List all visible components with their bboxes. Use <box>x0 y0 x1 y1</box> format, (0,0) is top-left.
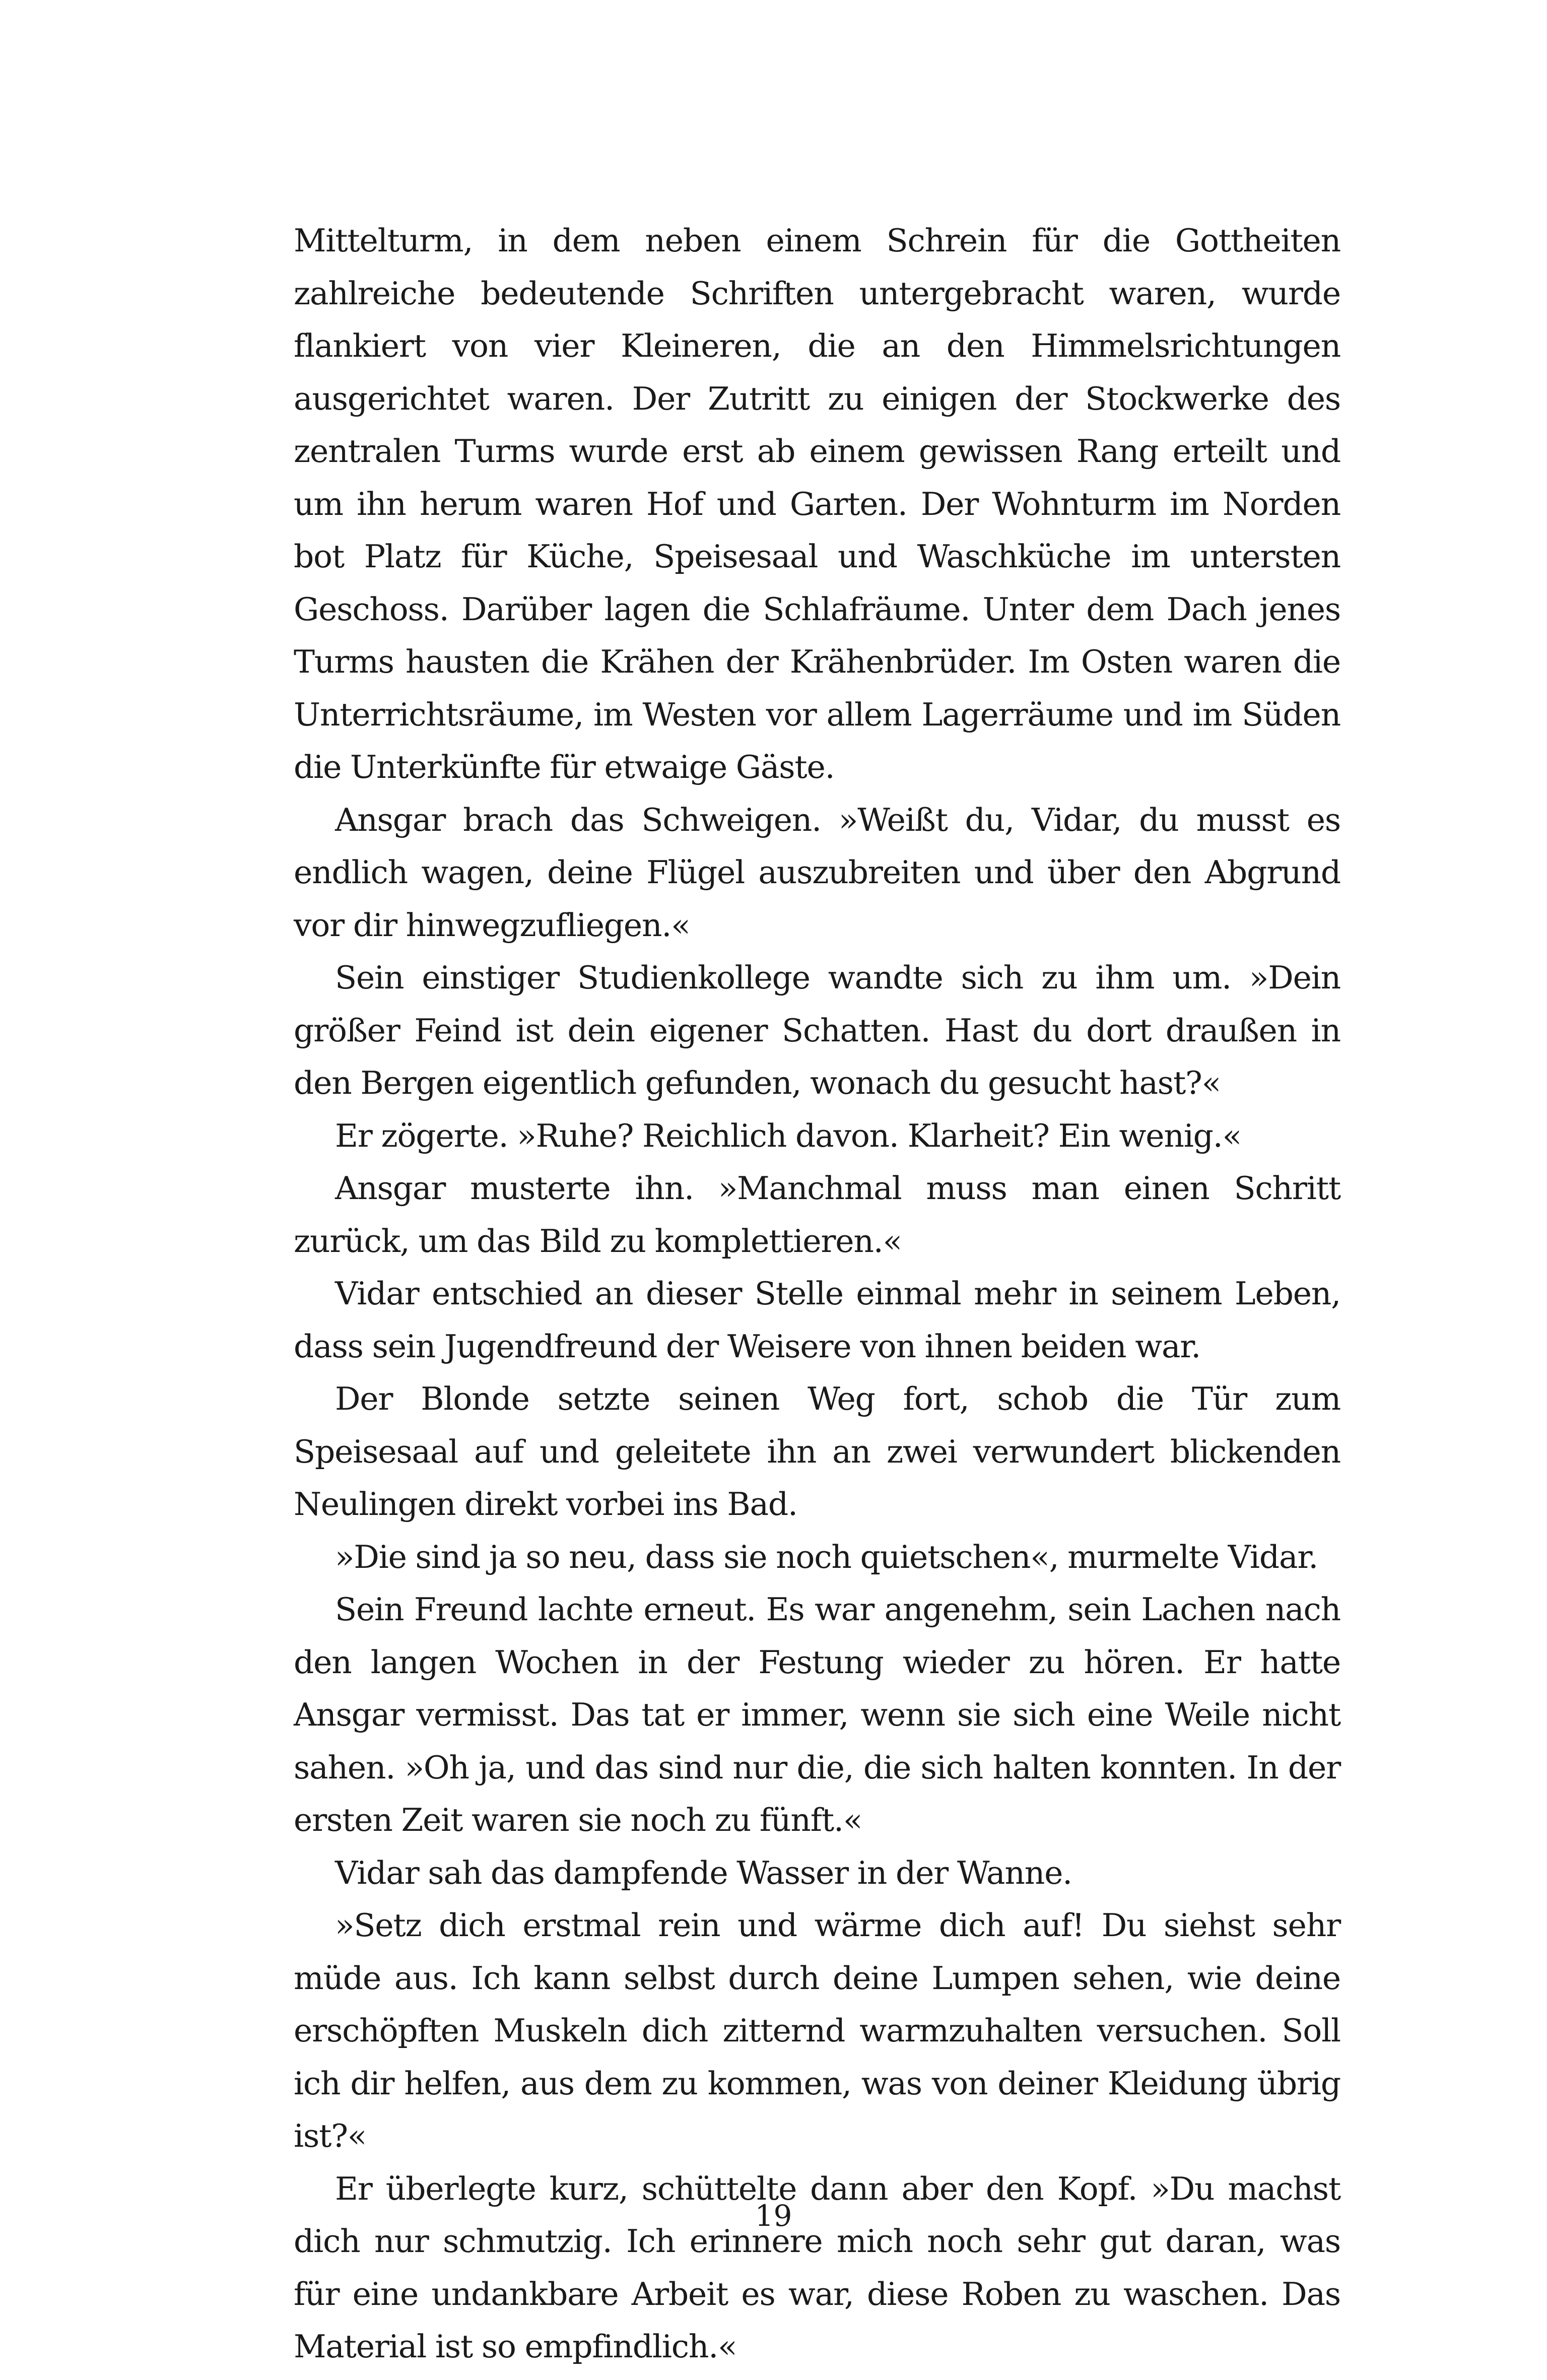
paragraph: Sein einstiger Studienkollege wandte sich zu ihm um. »Dein größer Feind ist dein eigener Schatten. Hast du dort draußen in den Bergen eigentlich gefunden, wonach du gesucht hast?« <box>294 959 1340 1101</box>
paragraph: Ansgar musterte ihn. »Manchmal muss man einen Schritt zurück, um das Bild zu komplettieren.« <box>294 1170 1340 1260</box>
paragraph: Ansgar brach das Schweigen. »Weißt du, Vidar, du musst es endlich wagen, deine Flügel auszubreiten und über den Abgrund vor dir hinwegzufliegen.« <box>294 801 1340 944</box>
paragraph: Der Blonde setzte seinen Weg fort, schob die Tür zum Speisesaal auf und geleitete ihn an zwei verwundert blickenden Neulingen direkt vorbei ins Bad. <box>294 1380 1340 1523</box>
paragraph: Vidar sah das dampfende Wasser in der Wanne. <box>335 1854 1072 1891</box>
paragraph: Sein Freund lachte erneut. Es war angenehm, sein Lachen nach den langen Wochen in der Festung wieder zu hören. Er hatte Ansgar vermisst. Das tat er immer, wenn sie sich eine Weile nicht sahen. »Oh ja, und das sind nur die, die sich halten konnten. In der ersten Zeit waren sie noch zu fünft.« <box>294 1591 1340 1838</box>
page-number: 19 <box>755 2199 792 2233</box>
paragraph: Mittelturm, in dem neben einem Schrein für die Gottheiten zahlreiche bedeutende Schriften untergebracht waren, wurde flankiert von vier Kleineren, die an den Himmelsrichtungen ausgerichtet waren. Der Zutritt zu einigen der Stockwerke des zentralen Turms wurde erst ab einem gewissen Rang erteilt und um ihn herum waren Hof und Garten. Der Wohnturm im Norden bot Platz für Küche, Speisesaal und Waschküche im untersten Geschoss. Darüber lagen die Schlafräume. Unter dem Dach jenes Turms hausten die Krähen der Krähenbrüder. Im Osten waren die Unterrichtsräume, im Westen vor allem Lagerräume und im Süden die Unterkünfte für etwaige Gäste. <box>294 222 1340 785</box>
paragraph: Vidar entschied an dieser Stelle einmal mehr in seinem Leben, dass sein Jugendfreund der Weisere von ihnen beiden war. <box>294 1275 1340 1365</box>
body-text <box>294 215 1340 2373</box>
paragraph: »Setz dich erstmal rein und wärme dich auf! Du siehst sehr müde aus. Ich kann selbst durch deine Lumpen sehen, wie deine erschöpften Muskeln dich zitternd warmzuhalten versuchen. Soll ich dir helfen, aus dem zu kommen, was von deiner Kleidung übrig ist?« <box>294 1907 1340 2154</box>
paragraph: Er überlegte kurz, schüttelte dann aber den Kopf. »Du machst dich nur schmutzig. Ich erinnere mich noch sehr gut daran, was für eine undankbare Arbeit es war, diese Roben zu waschen. Das Material ist so empfindlich.« <box>294 2170 1340 2365</box>
paragraph: Er zögerte. »Ruhe? Reichlich davon. Klarheit? Ein wenig.« <box>335 1117 1241 1154</box>
paragraph: »Die sind ja so neu, dass sie noch quietschen«, murmelte Vidar. <box>335 1538 1318 1575</box>
